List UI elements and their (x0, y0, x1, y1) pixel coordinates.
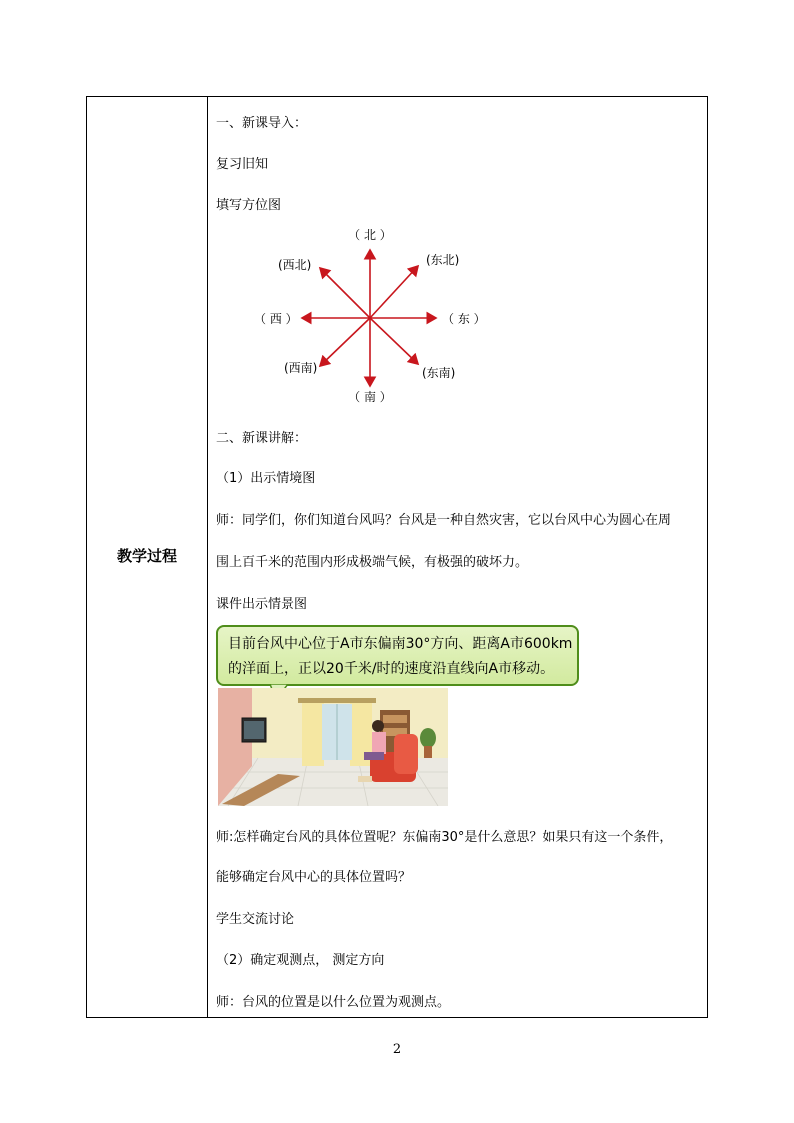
northwest-label: (西北) (278, 258, 312, 272)
text-line: 复习旧知 (216, 157, 269, 172)
text-line: （1）出示情境图 (216, 471, 316, 486)
text-line: （2）确定观测点， 测定方向 (216, 953, 385, 968)
southeast-arrow (370, 318, 418, 364)
southwest-label: (西南) (284, 361, 318, 375)
north-label: （ 北 ） (348, 228, 392, 242)
section-heading-intro: 一、新课导入： (216, 116, 308, 131)
east-label: （ 东 ） (442, 312, 486, 326)
text-line: 围上百千米的范围内形成极端气候，有极强的破坏力。 (216, 555, 529, 570)
southeast-label: (东南) (422, 366, 456, 380)
text-line: 能够确定台风中心的具体位置吗？ (216, 870, 412, 885)
callout-line: 目前台风中心位于A市东偏南30°方向、距离A市600km (228, 636, 573, 652)
section-heading-new-lesson: 二、新课讲解： (216, 431, 308, 446)
callout-line: 的洋面上，正以20千米/时的速度沿直线向A市移动。 (228, 661, 555, 677)
northeast-label: (东北) (426, 253, 460, 267)
text-line: 填写方位图 (216, 198, 282, 213)
column-divider (207, 97, 208, 1017)
southwest-arrow (320, 318, 370, 366)
northeast-arrow (370, 266, 418, 318)
south-label: （ 南 ） (348, 390, 392, 404)
text-line: 学生交流讨论 (216, 912, 295, 927)
typhoon-callout (216, 625, 579, 686)
text-line: 师：同学们，你们知道台风吗？台风是一种自然灾害，它以台风中心为圆心在周 (216, 513, 672, 528)
northwest-arrow (320, 268, 370, 318)
text-line: 师：台风的位置是以什么位置为观测点。 (216, 995, 451, 1010)
row-label: 教学过程 (116, 547, 177, 565)
west-label: （ 西 ） (254, 312, 298, 326)
living-room-illustration (218, 688, 448, 806)
text-line: 师:怎样确定台风的具体位置呢？东偏南30°是什么意思？如果只有这一个条件， (216, 830, 673, 845)
compass-diagram (250, 222, 490, 410)
page-number: 2 (392, 1042, 402, 1057)
text-line: 课件出示情景图 (216, 597, 308, 612)
